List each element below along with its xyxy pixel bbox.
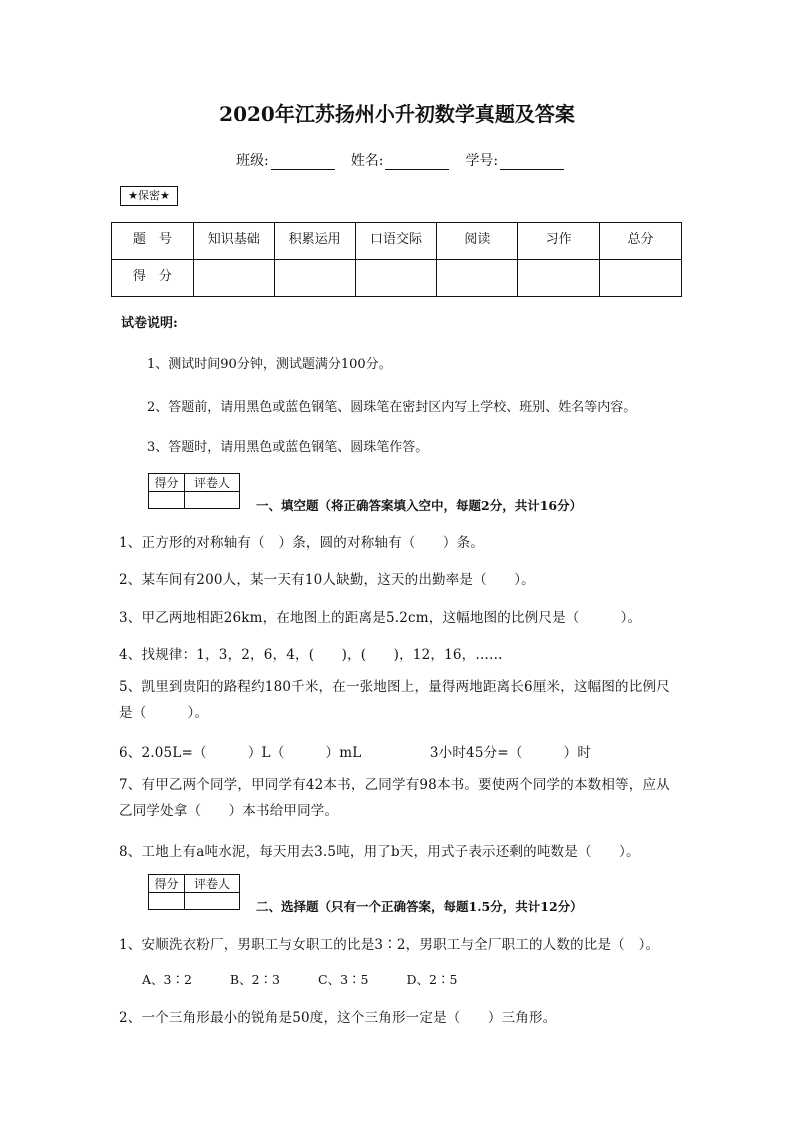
score-row-label: 得 分	[112, 260, 194, 297]
instruction-item: 3、答题时，请用黑色或蓝色钢笔、圆珠笔作答。	[147, 440, 429, 455]
score-cell[interactable]	[193, 260, 274, 297]
grader-score-cell[interactable]	[149, 893, 185, 910]
class-blank[interactable]	[271, 155, 335, 170]
part2-title: 二、选择题（只有一个正确答案，每题1.5分，共计12分）	[256, 899, 583, 914]
score-cell[interactable]	[518, 260, 600, 297]
score-header-cell: 题 号	[112, 223, 194, 260]
grader-name-label: 评卷人	[185, 875, 240, 893]
grader-score-label: 得分	[149, 875, 185, 893]
name-blank[interactable]	[385, 155, 449, 170]
grader-name-label: 评卷人	[185, 474, 240, 492]
name-label: 姓名:	[350, 153, 384, 169]
fill-question: 2、某车间有200人，某一天有10人缺勤，这天的出勤率是（ ）。	[119, 572, 535, 588]
score-header-cell: 积累运用	[274, 223, 355, 260]
student-id-blank[interactable]	[500, 155, 564, 170]
fill-question: 1、正方形的对称轴有（ ）条，圆的对称轴有（ ）条。	[119, 535, 484, 551]
score-table-header-row	[112, 223, 682, 260]
score-cell[interactable]	[437, 260, 518, 297]
confidential-badge: ★保密★	[120, 186, 178, 206]
score-header-cell: 总分	[600, 223, 682, 260]
fill-question: 6、2.05L=（ ）L（ ）mL 3小时45分=（ ）时	[119, 745, 592, 761]
instruction-item: 1、测试时间90分钟，测试题满分100分。	[147, 357, 392, 372]
grader-score-label: 得分	[149, 474, 185, 492]
score-header-cell: 阅读	[437, 223, 518, 260]
grader-box-part1	[148, 473, 240, 509]
score-header-cell: 口语交际	[355, 223, 437, 260]
score-header-cell: 习作	[518, 223, 600, 260]
grader-box-part2	[148, 874, 240, 910]
score-table	[111, 222, 682, 297]
choice-option[interactable]: A、3∶2	[142, 972, 192, 987]
student-id-label: 学号:	[465, 153, 499, 169]
choice-option[interactable]: B、2∶3	[229, 972, 281, 987]
fill-question: 4、找规律：1，3，2，6，4，( )，( )，12，16，……	[119, 647, 503, 663]
class-label: 班级:	[236, 153, 269, 169]
fill-question: 5、凯里到贵阳的路程约180千米，在一张地图上，量得两地距离长6厘米，这幅图的比例尺是（ ）。	[119, 679, 670, 721]
grader-name-cell[interactable]	[185, 492, 240, 509]
score-header-cell: 知识基础	[193, 223, 274, 260]
instructions-heading: 试卷说明:	[121, 316, 178, 331]
grader-name-cell[interactable]	[185, 893, 240, 910]
fill-question: 8、工地上有a吨水泥，每天用去3.5吨，用了b天，用式子表示还剩的吨数是（ ）。	[119, 844, 640, 860]
choice-question: 1、安顺洗衣粉厂，男职工与女职工的比是3∶2，男职工与全厂职工的人数的比是（ ）。	[119, 937, 660, 953]
choice-option[interactable]: D、2∶5	[406, 972, 458, 987]
part1-title: 一、填空题（将正确答案填入空中，每题2分，共计16分）	[256, 498, 583, 513]
score-table-score-row	[112, 260, 682, 297]
student-info-line	[236, 150, 580, 170]
fill-question: 3、甲乙两地相距26km，在地图上的距离是5.2cm，这幅地图的比例尺是（ ）。	[119, 610, 642, 626]
choice-options	[142, 970, 491, 988]
instruction-item: 2、答题前，请用黑色或蓝色钢笔、圆珠笔在密封区内写上学校、班别、姓名等内容。	[147, 400, 637, 415]
choice-question: 2、一个三角形最小的锐角是50度，这个三角形一定是（ ）三角形。	[119, 1010, 557, 1026]
score-cell[interactable]	[274, 260, 355, 297]
score-cell[interactable]	[600, 260, 682, 297]
choice-option[interactable]: C、3∶5	[318, 972, 369, 987]
fill-question: 7、有甲乙两个同学，甲同学有42本书，乙同学有98本书。要使两个同学的本数相等，应从乙同学处拿（ ）本书给甲同学。	[119, 777, 670, 819]
grader-score-cell[interactable]	[149, 492, 185, 509]
page-title: 2020年江苏扬州小升初数学真题及答案	[219, 102, 575, 126]
score-cell[interactable]	[355, 260, 437, 297]
